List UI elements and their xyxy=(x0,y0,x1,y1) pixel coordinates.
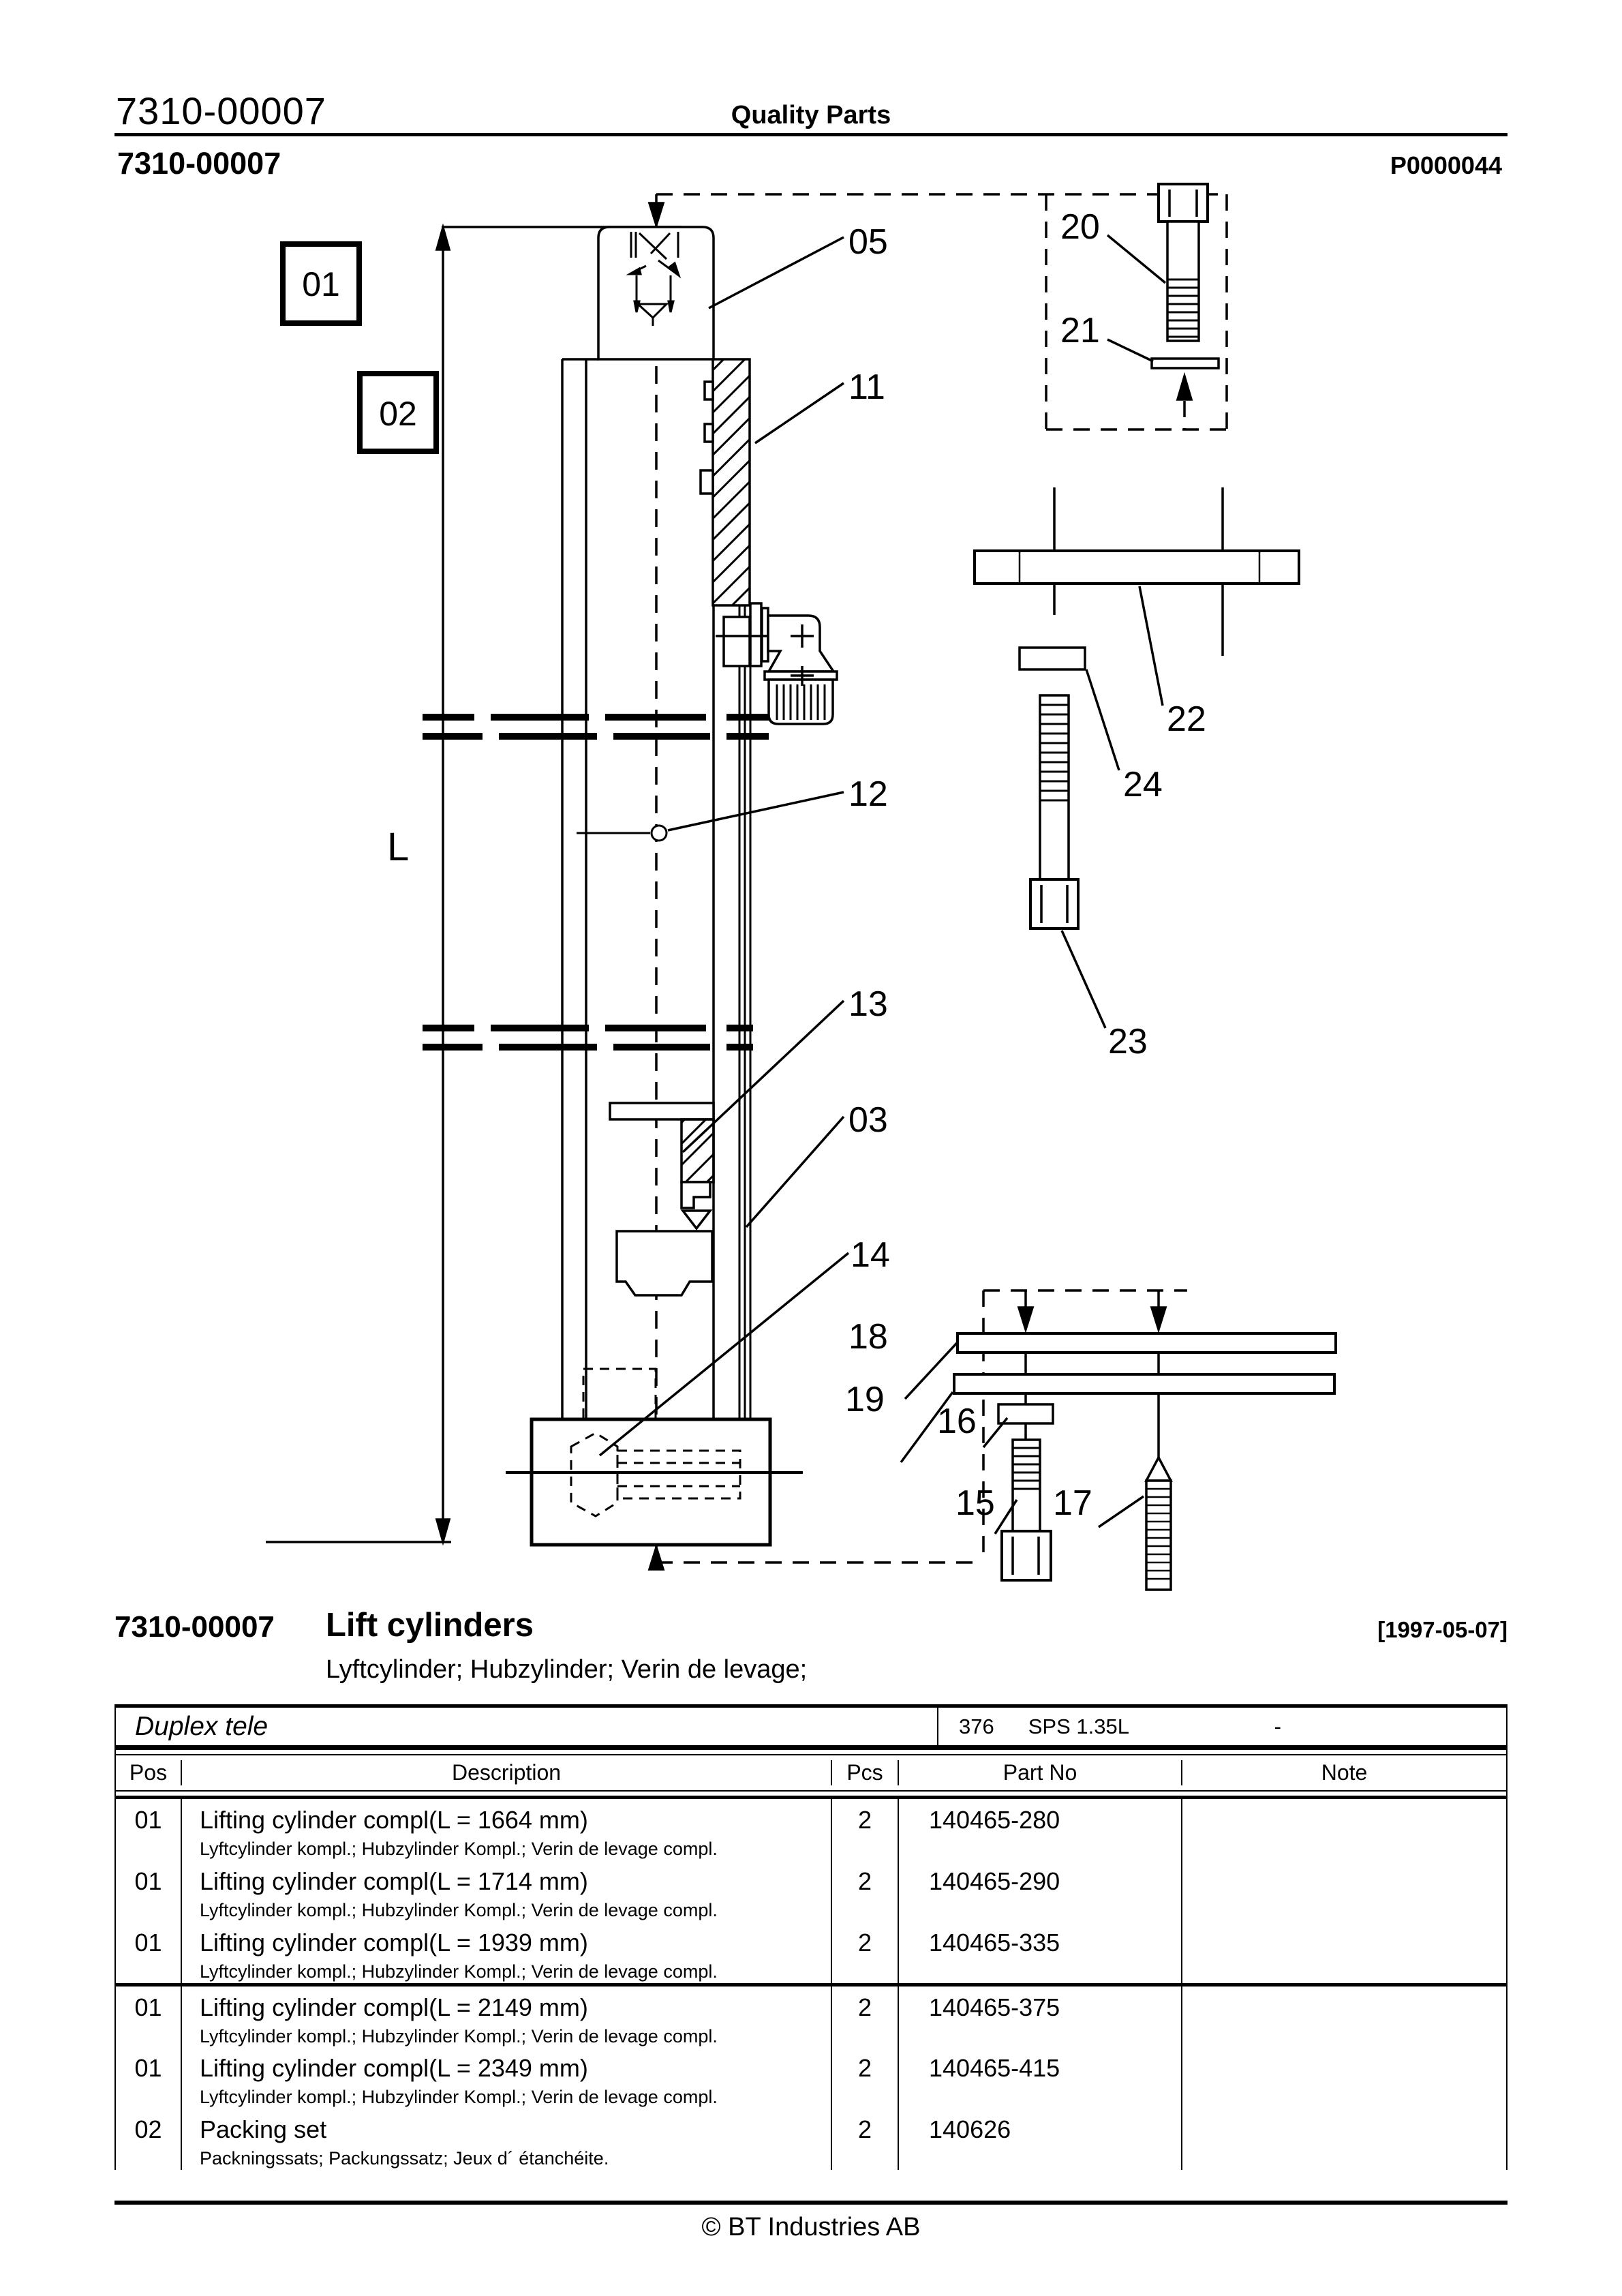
model-note: - xyxy=(1274,1714,1281,1738)
washer-24 xyxy=(1020,648,1085,669)
bolt-15 xyxy=(1002,1423,1051,1580)
footer-rule xyxy=(114,2201,1508,2205)
table-row xyxy=(116,1799,1506,1860)
cell-note xyxy=(1182,2047,1506,2109)
description-translations: Lyftcylinder kompl.; Hubzylinder Kompl.; Verin de levage compl. xyxy=(200,1961,718,1982)
callout-12: 12 xyxy=(848,774,888,814)
cell-pcs: 2 xyxy=(832,2047,899,2109)
arrow-up-icon xyxy=(649,1547,663,1569)
washer-21 xyxy=(1152,359,1219,368)
cell-part-no: 140465-335 xyxy=(899,1922,1182,1983)
cell-part-no: 140465-290 xyxy=(899,1860,1182,1922)
document-number-bold: 7310-00007 xyxy=(117,146,281,181)
table-row xyxy=(116,1922,1506,1983)
description-translations: Lyftcylinder kompl.; Hubzylinder Kompl.; Verin de levage compl. xyxy=(200,1839,718,1859)
callout-24: 24 xyxy=(1123,765,1163,804)
valve-symbol xyxy=(630,232,679,326)
copyright: © BT Industries AB xyxy=(701,2213,921,2241)
break-lines-upper xyxy=(423,717,769,736)
cell-description xyxy=(182,2047,832,2109)
gland-bushing xyxy=(701,359,750,605)
dimension-label: L xyxy=(387,825,410,869)
table-row xyxy=(116,2109,1506,2170)
cell-pos: 01 xyxy=(116,2047,182,2109)
cell-part-no: 140626 xyxy=(899,2109,1182,2170)
callout-02: 02 xyxy=(379,395,417,433)
cell-note xyxy=(1182,1987,1506,2047)
dimension-line xyxy=(266,227,682,1542)
arrow-up-icon xyxy=(437,228,449,250)
figure-reference: P0000044 xyxy=(1390,151,1502,179)
table-row xyxy=(116,1983,1506,2047)
callout-17: 17 xyxy=(1053,1483,1092,1523)
cell-pcs: 2 xyxy=(832,1987,899,2047)
section-title: Lift cylinders xyxy=(326,1607,534,1644)
description-main: Lifting cylinder compl(L = 1939 mm) xyxy=(200,1929,588,1957)
section-number: 7310-00007 xyxy=(114,1610,275,1644)
column-header-part-no: Part No xyxy=(899,1760,1182,1785)
cell-part-no: 140465-280 xyxy=(899,1799,1182,1860)
table-row xyxy=(116,2047,1506,2109)
parts-table xyxy=(114,1704,1508,2170)
description-main: Packing set xyxy=(200,2115,327,2143)
description-translations: Lyftcylinder kompl.; Hubzylinder Kompl.; Verin de levage compl. xyxy=(200,2087,718,2107)
model-spec-cell xyxy=(937,1708,1506,1745)
arrow-down-icon xyxy=(1019,1308,1032,1329)
cell-note xyxy=(1182,1799,1506,1860)
boxed-callout-02 xyxy=(360,374,436,451)
cylinder-tube xyxy=(562,359,714,1419)
piston-seal-stack xyxy=(610,1103,714,1295)
callout-14: 14 xyxy=(851,1235,890,1275)
arrow-down-icon xyxy=(649,203,663,225)
callout-20: 20 xyxy=(1060,207,1100,247)
top-repeat-box xyxy=(656,194,1227,429)
cylinder-base xyxy=(506,1369,803,1545)
callout-11: 11 xyxy=(848,367,885,407)
column-header-description: Description xyxy=(182,1760,832,1785)
column-header-pos: Pos xyxy=(116,1760,182,1785)
cell-description xyxy=(182,1799,832,1860)
pipe-bundle xyxy=(739,605,750,1419)
cell-pos: 02 xyxy=(116,2109,182,2170)
callout-13: 13 xyxy=(848,984,888,1024)
description-main: Lifting cylinder compl(L = 1664 mm) xyxy=(200,1806,588,1834)
cell-description xyxy=(182,1987,832,2047)
cell-pcs: 2 xyxy=(832,2109,899,2170)
table-row xyxy=(116,1860,1506,1922)
column-header-pcs: Pcs xyxy=(832,1760,899,1785)
mounting-plates-18-19 xyxy=(954,1333,1336,1466)
table-group-row xyxy=(114,1704,1508,1747)
cell-description xyxy=(182,1860,832,1922)
callout-15: 15 xyxy=(955,1483,995,1523)
header-rule xyxy=(114,133,1508,136)
cell-description xyxy=(182,2109,832,2170)
cell-pcs: 2 xyxy=(832,1799,899,1860)
socket-bolt-20 xyxy=(1159,184,1208,341)
table-rows xyxy=(114,1799,1508,2170)
arrow-down-icon xyxy=(1152,1308,1165,1329)
description-main: Lifting cylinder compl(L = 1714 mm) xyxy=(200,1867,588,1895)
callout-23: 23 xyxy=(1108,1022,1148,1061)
cell-pcs: 2 xyxy=(832,1860,899,1922)
elbow-fitting xyxy=(716,603,837,724)
description-translations: Packningssats; Packungssatz; Jeux d´ étanchéite. xyxy=(200,2148,609,2169)
cell-pos: 01 xyxy=(116,1922,182,1983)
callout-21: 21 xyxy=(1060,311,1100,350)
callout-22: 22 xyxy=(1167,699,1206,739)
boxed-callout-01 xyxy=(283,244,359,323)
callout-03: 03 xyxy=(848,1100,888,1140)
cell-part-no: 140465-415 xyxy=(899,2047,1182,2109)
cell-description xyxy=(182,1922,832,1983)
cell-part-no: 140465-375 xyxy=(899,1987,1182,2047)
column-header-note: Note xyxy=(1321,1760,1368,1785)
callout-19: 19 xyxy=(845,1380,885,1419)
callout-18: 18 xyxy=(848,1317,888,1357)
cell-pos: 01 xyxy=(116,1799,182,1860)
cell-pos: 01 xyxy=(116,1987,182,2047)
cell-pcs: 2 xyxy=(832,1922,899,1983)
description-translations: Lyftcylinder kompl.; Hubzylinder Kompl.; Verin de levage compl. xyxy=(200,2026,718,2046)
guide-pin xyxy=(577,826,667,841)
cell-note xyxy=(1182,2109,1506,2170)
model-spec: SPS 1.35L xyxy=(1028,1714,1129,1738)
table-header xyxy=(114,1747,1508,1799)
cell-note xyxy=(1182,1860,1506,1922)
washer-16 xyxy=(998,1404,1053,1423)
bolt-23 xyxy=(1030,695,1078,928)
bottom-repeat-box xyxy=(656,1290,1187,1562)
arrow-up-icon xyxy=(1178,376,1191,399)
break-lines-lower xyxy=(423,1028,753,1047)
callout-05: 05 xyxy=(848,222,888,262)
callout-16: 16 xyxy=(937,1402,977,1441)
description-translations: Lyftcylinder kompl.; Hubzylinder Kompl.; Verin de levage compl. xyxy=(200,1900,718,1920)
description-main: Lifting cylinder compl(L = 2349 mm) xyxy=(200,2054,588,2082)
leader-lines xyxy=(600,235,1165,1534)
anchor-plate-22 xyxy=(975,487,1299,656)
document-number-header: 7310-00007 xyxy=(116,89,326,132)
cell-note xyxy=(1182,1922,1506,1983)
arrow-down-icon xyxy=(437,1520,449,1541)
description-main: Lifting cylinder compl(L = 2149 mm) xyxy=(200,1993,588,2021)
section-subtitle: Lyftcylinder; Hubzylinder; Verin de levage; xyxy=(326,1655,808,1684)
cell-pos: 01 xyxy=(116,1860,182,1922)
model-code: 376 xyxy=(959,1714,994,1738)
threaded-stud-17 xyxy=(1146,1457,1171,1590)
model-name: Duplex tele xyxy=(135,1711,269,1741)
callout-01: 01 xyxy=(302,265,340,303)
page-title: Quality Parts xyxy=(731,101,891,130)
revision-date: [1997-05-07] xyxy=(1377,1617,1508,1642)
cylinder-rod-top xyxy=(598,227,714,359)
